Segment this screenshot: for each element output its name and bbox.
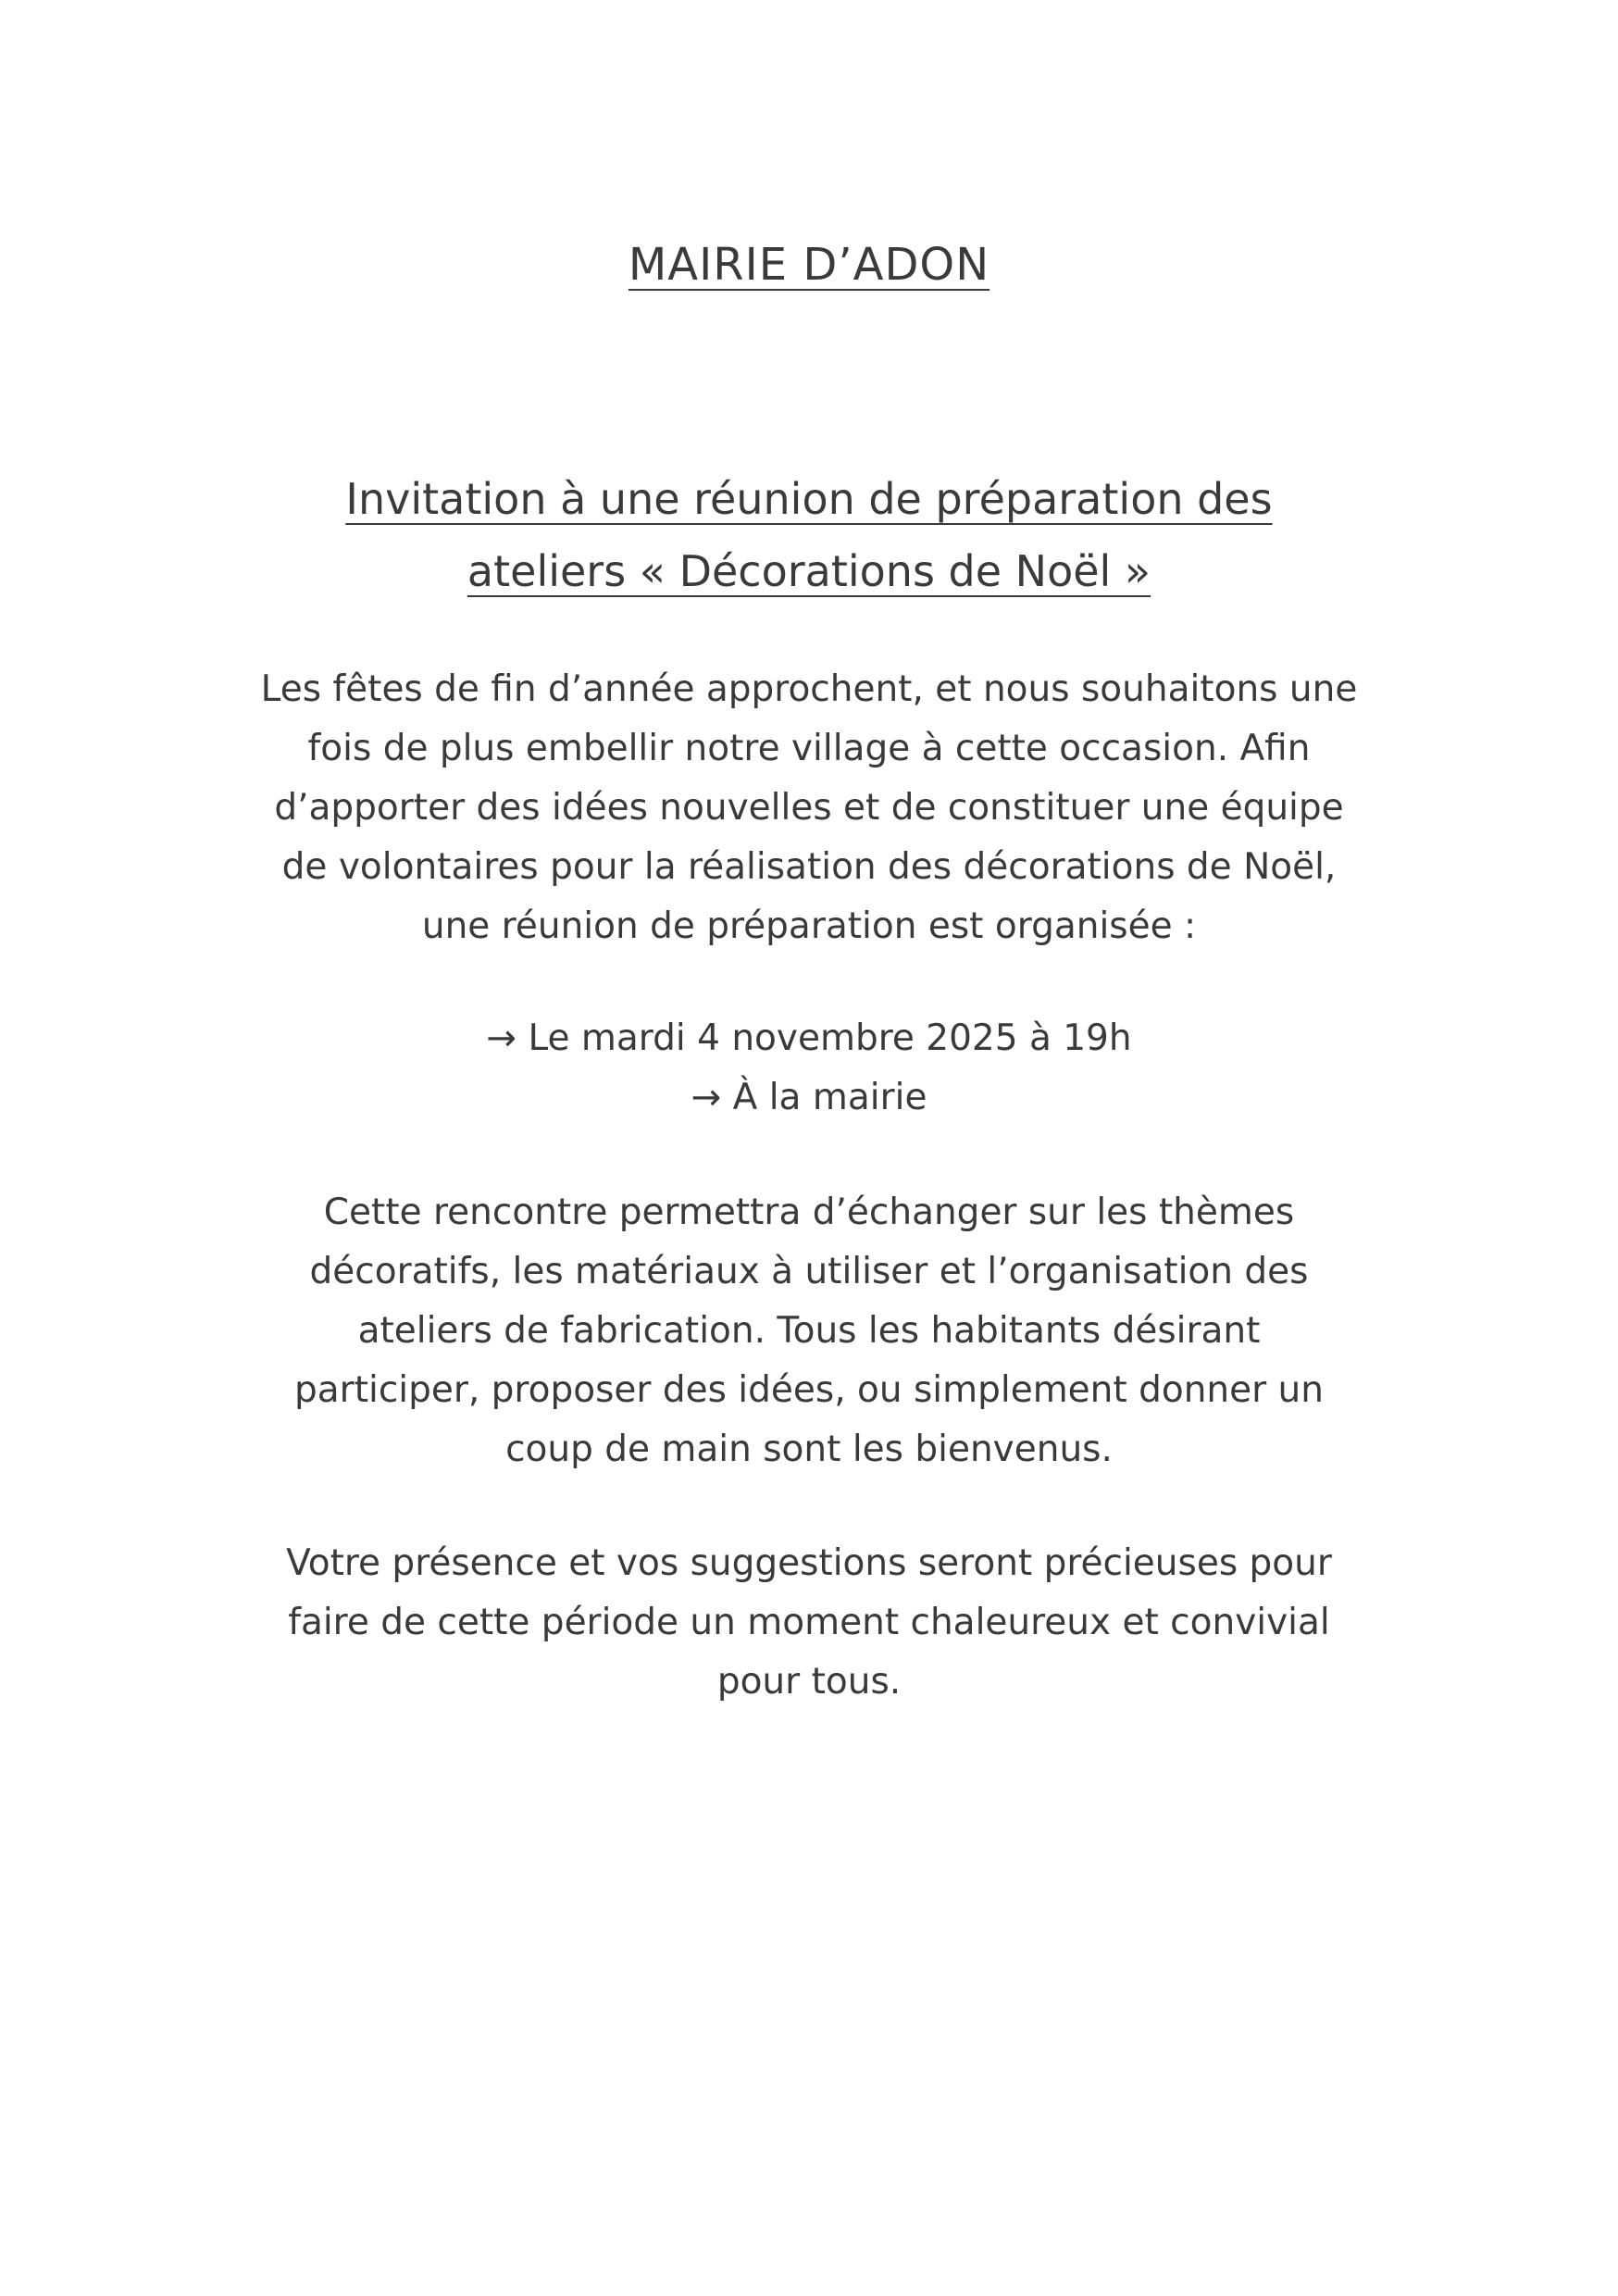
- description-paragraph: [0, 1183, 1618, 1479]
- closing-paragraph: [0, 1534, 1618, 1712]
- intro-line: une réunion de préparation est organisée :: [421, 905, 1197, 947]
- page-header: [0, 239, 1618, 293]
- intro-line: d’apporter des idées nouvelles et de constituer une équipe: [274, 787, 1344, 829]
- intro-line: fois de plus embellir notre village à cette occasion. Afin: [307, 728, 1311, 769]
- invitation-title-line-1: Invitation à une réunion de préparation des: [345, 474, 1273, 524]
- invitation-title: [0, 463, 1618, 607]
- meeting-details: [0, 1009, 1618, 1128]
- description-line: Cette rencontre permettra d’échanger sur les thèmes: [323, 1192, 1295, 1233]
- description-line: ateliers de fabrication. Tous les habitants désirant: [357, 1310, 1261, 1352]
- intro-line: Les fêtes de fin d’année approchent, et nous souhaitons une: [260, 668, 1358, 710]
- description-line: décoratifs, les matériaux à utiliser et l’organisation des: [309, 1251, 1309, 1292]
- meeting-location: → À la mairie: [691, 1077, 927, 1118]
- invitation-title-line-2: ateliers « Décorations de Noël »: [467, 546, 1151, 596]
- description-line: coup de main sont les bienvenus.: [505, 1429, 1113, 1470]
- closing-line: Votre présence et vos suggestions seront précieuses pour: [286, 1542, 1332, 1584]
- intro-line: de volontaires pour la réalisation des décorations de Noël,: [281, 846, 1337, 888]
- closing-line: faire de cette période un moment chaleureux et convivial: [288, 1602, 1330, 1643]
- meeting-date: → Le mardi 4 novembre 2025 à 19h: [486, 1017, 1132, 1059]
- intro-paragraph: [0, 660, 1618, 956]
- closing-line: pour tous.: [716, 1661, 902, 1703]
- town-hall-name: MAIRIE D’ADON: [628, 239, 990, 291]
- description-line: participer, proposer des idées, ou simplement donner un: [294, 1369, 1324, 1411]
